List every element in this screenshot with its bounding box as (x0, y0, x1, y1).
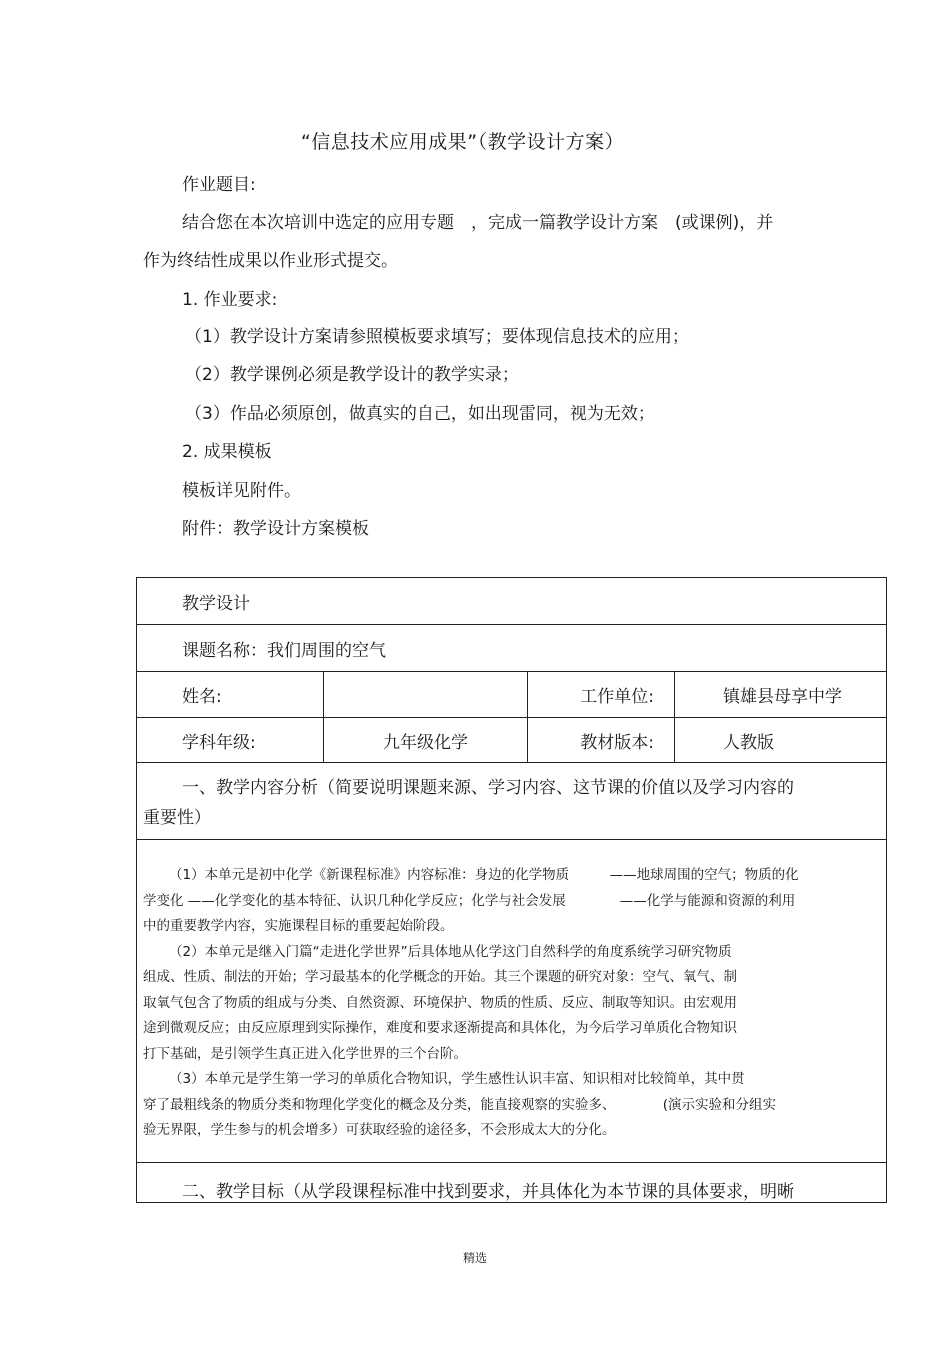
analysis-line: 中的重要教学内容，实施课程目标的重要起始阶段。 (143, 918, 454, 934)
edition-value: 人教版 (723, 732, 774, 753)
topic-name: 课题名称：我们周围的空气 (182, 640, 386, 661)
analysis-heading-line1: 一、教学内容分析（简要说明课题来源、学习内容、这节课的价值以及学习内容的 (182, 778, 794, 798)
analysis-line: 途到微观反应；由反应原理到实际操作，难度和要求逐渐提高和具体化，为今后学习单质化合物知识 (143, 1020, 737, 1036)
grade-label: 学科年级: (182, 732, 256, 753)
unit-label: 工作单位: (580, 687, 654, 707)
lesson-design-table (136, 577, 887, 1203)
page-footer: 精选 (462, 1251, 487, 1265)
analysis-line: 学变化 ——化学变化的基本特征、认识几种化学反应；化学与社会发展 ——化学与能源和资源的利用 (143, 892, 796, 909)
analysis-line: 打下基础，是引领学生真正进入化学世界的三个台阶。 (143, 1045, 467, 1062)
requirement-3: （3）作品必须原创，做真实的自己，如出现雷同，视为无效； (185, 404, 655, 424)
assignment-heading: 作业题目: (182, 175, 256, 195)
requirement-2: （2）教学课例必须是教学设计的教学实录； (185, 365, 519, 385)
name-value-cell (324, 672, 528, 718)
assignment-intro-line1: 结合您在本次培训中选定的应用专题 ，完成一篇教学设计方案 (或课例)，并 (182, 213, 774, 233)
edition-label-cell (528, 718, 675, 763)
design-label: 教学设计 (182, 593, 250, 614)
analysis-line: （2）本单元是继入门篇“走进化学世界”后具体地从化学这门自然科学的角度系统学习研究物质 (169, 943, 732, 960)
goals-heading: 二、教学目标（从学段课程标准中找到要求，并具体化为本节课的具体要求，明晰 (182, 1182, 794, 1202)
analysis-line: 取氧气包含了物质的组成与分类、自然资源、环境保护、物质的性质、反应、制取等知识。由宏观用 (143, 994, 737, 1011)
analysis-body-cell (137, 840, 887, 1163)
analysis-heading-line2: 重要性） (143, 808, 211, 828)
name-label: 姓名: (182, 687, 222, 707)
edition-value-cell (675, 718, 887, 763)
analysis-line: 穿了最粗线条的物质分类和物理化学变化的概念及分类，能直接观察的实验多、 (演示实验和分组实 (143, 1096, 777, 1113)
analysis-line: （1）本单元是初中化学《新课程标准》内容标准：身边的化学物质 ——地球周围的空气；物质的化 (169, 867, 799, 883)
design-label-cell (137, 578, 887, 625)
analysis-line: 组成、性质、制法的开始；学习最基本的化学概念的开始。其三个课题的研究对象：空气、氧气、制 (143, 969, 737, 985)
grade-value-cell (324, 718, 528, 763)
grade-label-cell (137, 718, 324, 763)
goals-heading-cell (137, 1163, 887, 1203)
requirements-heading: 1. 作业要求: (182, 290, 278, 310)
grade-value: 九年级化学 (383, 732, 468, 753)
edition-label: 教材版本: (580, 732, 654, 753)
requirement-1: （1）教学设计方案请参照模板要求填写；要体现信息技术的应用； (185, 327, 689, 347)
assignment-intro-line2: 作为终结性成果以作业形式提交。 (143, 251, 398, 271)
unit-value: 镇雄县母享中学 (723, 687, 842, 707)
unit-label-cell (528, 672, 675, 718)
template-heading: 2. 成果模板 (182, 442, 272, 462)
attachment-label: 附件：教学设计方案模板 (182, 519, 369, 539)
name-label-cell (137, 672, 324, 718)
unit-value-cell (675, 672, 887, 718)
analysis-heading-cell (137, 763, 887, 840)
analysis-line: 验无界限，学生参与的机会增多）可获取经验的途径多，不会形成太大的分化。 (143, 1122, 616, 1138)
topic-cell (137, 625, 887, 672)
document-title: “信息技术应用成果”（教学设计方案） (300, 131, 625, 153)
analysis-line: （3）本单元是学生第一学习的单质化合物知识，学生感性认识丰富、知识相对比较简单，其中贯 (169, 1071, 745, 1087)
template-note: 模板详见附件。 (182, 481, 301, 501)
